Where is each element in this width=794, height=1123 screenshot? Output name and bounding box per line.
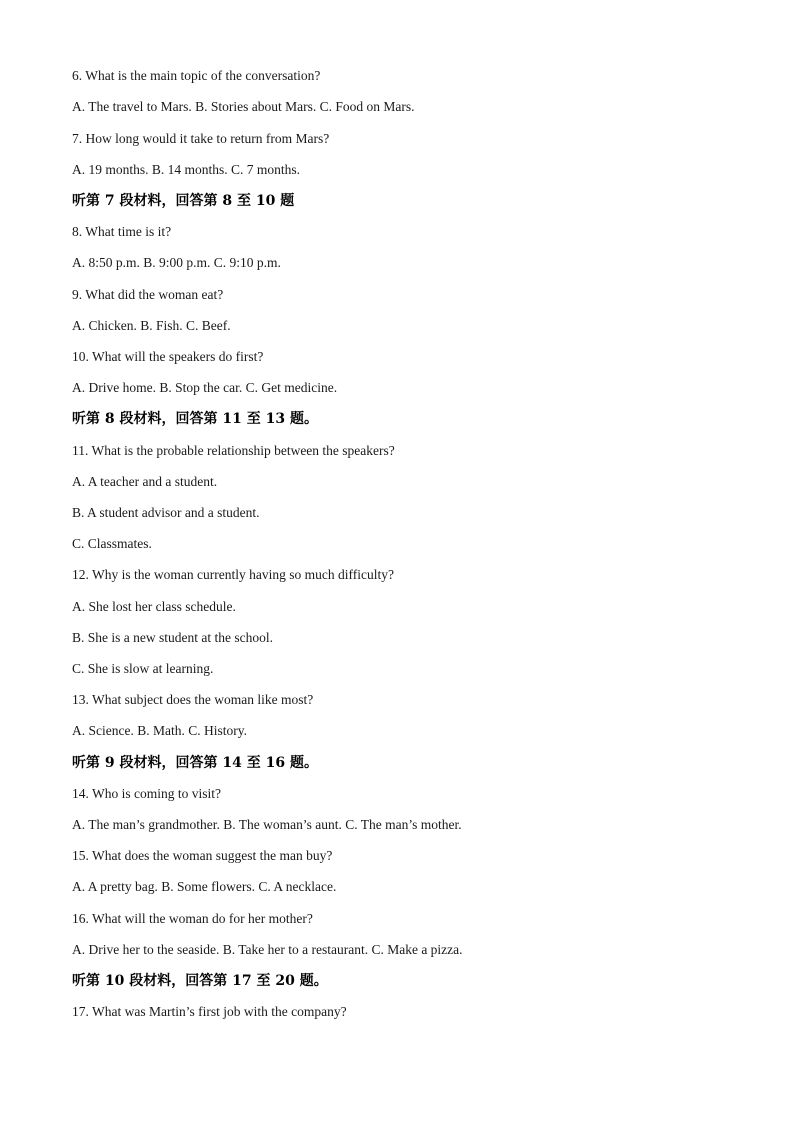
- options-16: A. Drive her to the seaside. B. Take her to a restaurant. C. Make a pizza.: [72, 942, 463, 957]
- question-12: 12. Why is the woman currently having so much difficulty?: [72, 567, 394, 582]
- options-15: A. A pretty bag. B. Some flowers. C. A necklace.: [72, 879, 337, 894]
- option-12-a: A. She lost her class schedule.: [72, 599, 236, 614]
- section-heading-8: 听第 8 段材料，回答第 11 至 13 题。: [72, 411, 318, 427]
- question-6: 6. What is the main topic of the conversation?: [72, 68, 321, 83]
- question-7: 7. How long would it take to return from Mars?: [72, 131, 330, 146]
- question-8: 8. What time is it?: [72, 224, 172, 239]
- section-heading-10: 听第 10 段材料，回答第 17 至 20 题。: [72, 973, 328, 989]
- question-9: 9. What did the woman eat?: [72, 287, 224, 302]
- option-11-b: B. A student advisor and a student.: [72, 505, 260, 520]
- options-14: A. The man’s grandmother. B. The woman’s aunt. C. The man’s mother.: [72, 817, 462, 832]
- options-13: A. Science. B. Math. C. History.: [72, 723, 247, 738]
- question-11: 11. What is the probable relationship between the speakers?: [72, 443, 395, 458]
- question-16: 16. What will the woman do for her mother?: [72, 911, 313, 926]
- section-heading-7: 听第 7 段材料，回答第 8 至 10 题: [72, 193, 295, 209]
- options-8: A. 8:50 p.m. B. 9:00 p.m. C. 9:10 p.m.: [72, 255, 281, 270]
- options-6: A. The travel to Mars. B. Stories about Mars. C. Food on Mars.: [72, 99, 415, 114]
- options-10: A. Drive home. B. Stop the car. C. Get medicine.: [72, 380, 338, 395]
- option-11-c: C. Classmates.: [72, 536, 152, 551]
- option-12-c: C. She is slow at learning.: [72, 661, 214, 676]
- option-12-b: B. She is a new student at the school.: [72, 630, 273, 645]
- options-7: A. 19 months. B. 14 months. C. 7 months.: [72, 162, 301, 177]
- question-14: 14. Who is coming to visit?: [72, 786, 221, 801]
- question-10: 10. What will the speakers do first?: [72, 349, 264, 364]
- question-17: 17. What was Martin’s first job with the company?: [72, 1004, 347, 1019]
- options-9: A. Chicken. B. Fish. C. Beef.: [72, 318, 231, 333]
- question-13: 13. What subject does the woman like most?: [72, 692, 314, 707]
- section-heading-9: 听第 9 段材料，回答第 14 至 16 题。: [72, 755, 318, 771]
- option-11-a: A. A teacher and a student.: [72, 474, 218, 489]
- question-15: 15. What does the woman suggest the man buy?: [72, 848, 333, 863]
